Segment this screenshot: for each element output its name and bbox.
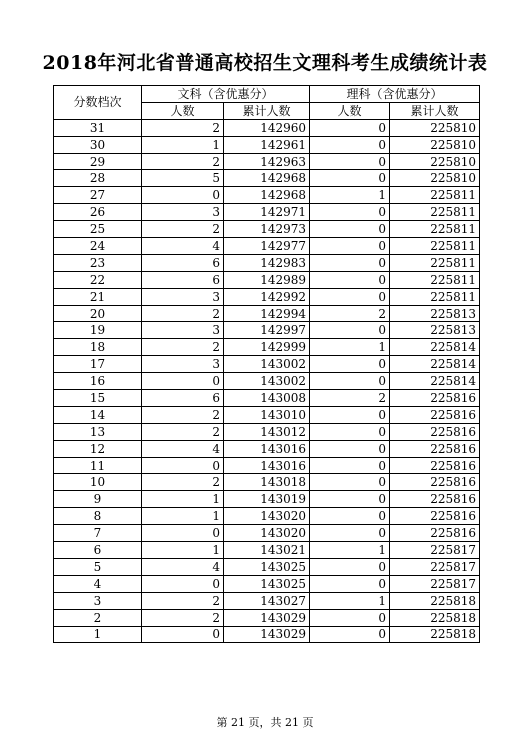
score-cell: 28 bbox=[54, 170, 142, 187]
wenke-cumulative-cell: 142968 bbox=[224, 170, 310, 187]
like-cumulative-cell: 225810 bbox=[390, 153, 480, 170]
like-count-cell: 0 bbox=[310, 423, 390, 440]
score-cell: 14 bbox=[54, 406, 142, 423]
wenke-count-cell: 6 bbox=[142, 271, 224, 288]
like-count-cell: 0 bbox=[310, 221, 390, 238]
like-count-cell: 0 bbox=[310, 558, 390, 575]
wenke-cumulative-cell: 143027 bbox=[224, 592, 310, 609]
score-cell: 30 bbox=[54, 136, 142, 153]
like-cumulative-cell: 225816 bbox=[390, 474, 480, 491]
wenke-cumulative-cell: 143018 bbox=[224, 474, 310, 491]
like-count-cell: 0 bbox=[310, 271, 390, 288]
like-count-cell: 0 bbox=[310, 491, 390, 508]
like-cumulative-cell: 225810 bbox=[390, 119, 480, 136]
score-cell: 9 bbox=[54, 491, 142, 508]
table-row bbox=[54, 575, 480, 592]
wenke-count-cell: 2 bbox=[142, 592, 224, 609]
like-cumulative-cell: 225817 bbox=[390, 558, 480, 575]
table-row bbox=[54, 305, 480, 322]
wenke-count-cell: 0 bbox=[142, 187, 224, 204]
wenke-count-cell: 2 bbox=[142, 423, 224, 440]
like-cumulative-cell: 225813 bbox=[390, 305, 480, 322]
like-count-cell: 1 bbox=[310, 187, 390, 204]
score-cell: 18 bbox=[54, 339, 142, 356]
wenke-cumulative-header: 累计人数 bbox=[224, 102, 310, 119]
wenke-cumulative-cell: 142999 bbox=[224, 339, 310, 356]
like-count-cell: 1 bbox=[310, 542, 390, 559]
wenke-count-cell: 3 bbox=[142, 356, 224, 373]
wenke-count-cell: 2 bbox=[142, 609, 224, 626]
wenke-cumulative-cell: 143025 bbox=[224, 575, 310, 592]
wenke-count-cell: 2 bbox=[142, 406, 224, 423]
table-row bbox=[54, 136, 480, 153]
wenke-cumulative-cell: 142973 bbox=[224, 221, 310, 238]
like-cumulative-cell: 225817 bbox=[390, 575, 480, 592]
wenke-cumulative-cell: 143008 bbox=[224, 390, 310, 407]
table-row bbox=[54, 221, 480, 238]
like-group-header: 理科（含优惠分） bbox=[310, 86, 480, 103]
like-cumulative-cell: 225814 bbox=[390, 373, 480, 390]
wenke-cumulative-cell: 143019 bbox=[224, 491, 310, 508]
wenke-count-cell: 1 bbox=[142, 542, 224, 559]
wenke-cumulative-cell: 142994 bbox=[224, 305, 310, 322]
wenke-cumulative-cell: 143010 bbox=[224, 406, 310, 423]
wenke-count-cell: 5 bbox=[142, 170, 224, 187]
like-count-cell: 0 bbox=[310, 136, 390, 153]
like-cumulative-cell: 225811 bbox=[390, 238, 480, 255]
score-cell: 23 bbox=[54, 254, 142, 271]
wenke-group-header: 文科（含优惠分） bbox=[142, 86, 310, 103]
score-cell: 11 bbox=[54, 457, 142, 474]
wenke-count-cell: 6 bbox=[142, 254, 224, 271]
wenke-count-cell: 2 bbox=[142, 119, 224, 136]
like-cumulative-cell: 225816 bbox=[390, 491, 480, 508]
wenke-cumulative-cell: 143002 bbox=[224, 373, 310, 390]
like-count-cell: 0 bbox=[310, 119, 390, 136]
like-cumulative-cell: 225816 bbox=[390, 423, 480, 440]
like-cumulative-cell: 225816 bbox=[390, 440, 480, 457]
score-cell: 6 bbox=[54, 542, 142, 559]
like-count-cell: 1 bbox=[310, 592, 390, 609]
wenke-count-cell: 6 bbox=[142, 390, 224, 407]
like-cumulative-cell: 225811 bbox=[390, 271, 480, 288]
table-row bbox=[54, 525, 480, 542]
wenke-cumulative-cell: 143012 bbox=[224, 423, 310, 440]
header-row-groups bbox=[54, 86, 480, 103]
wenke-count-cell: 4 bbox=[142, 440, 224, 457]
like-count-header: 人数 bbox=[310, 102, 390, 119]
like-count-cell: 0 bbox=[310, 474, 390, 491]
like-count-cell: 2 bbox=[310, 305, 390, 322]
wenke-count-cell: 2 bbox=[142, 305, 224, 322]
wenke-cumulative-cell: 142989 bbox=[224, 271, 310, 288]
wenke-count-cell: 1 bbox=[142, 491, 224, 508]
wenke-count-cell: 2 bbox=[142, 153, 224, 170]
like-count-cell: 0 bbox=[310, 356, 390, 373]
wenke-count-cell: 3 bbox=[142, 204, 224, 221]
like-count-cell: 1 bbox=[310, 339, 390, 356]
like-count-cell: 0 bbox=[310, 254, 390, 271]
like-count-cell: 0 bbox=[310, 373, 390, 390]
wenke-cumulative-cell: 142961 bbox=[224, 136, 310, 153]
wenke-cumulative-cell: 142977 bbox=[224, 238, 310, 255]
score-cell: 10 bbox=[54, 474, 142, 491]
score-cell: 15 bbox=[54, 390, 142, 407]
like-cumulative-cell: 225818 bbox=[390, 626, 480, 643]
table-row bbox=[54, 373, 480, 390]
score-cell: 4 bbox=[54, 575, 142, 592]
score-cell: 16 bbox=[54, 373, 142, 390]
like-count-cell: 0 bbox=[310, 457, 390, 474]
like-cumulative-cell: 225816 bbox=[390, 457, 480, 474]
like-cumulative-cell: 225816 bbox=[390, 508, 480, 525]
wenke-count-cell: 4 bbox=[142, 238, 224, 255]
like-cumulative-cell: 225811 bbox=[390, 254, 480, 271]
score-cell: 19 bbox=[54, 322, 142, 339]
like-cumulative-cell: 225816 bbox=[390, 390, 480, 407]
table-row bbox=[54, 592, 480, 609]
score-cell: 3 bbox=[54, 592, 142, 609]
like-cumulative-cell: 225811 bbox=[390, 288, 480, 305]
table-row bbox=[54, 271, 480, 288]
like-cumulative-header: 累计人数 bbox=[390, 102, 480, 119]
score-statistics-table bbox=[53, 85, 480, 643]
table-row bbox=[54, 558, 480, 575]
wenke-count-cell: 1 bbox=[142, 508, 224, 525]
like-cumulative-cell: 225811 bbox=[390, 187, 480, 204]
wenke-count-cell: 2 bbox=[142, 221, 224, 238]
score-cell: 20 bbox=[54, 305, 142, 322]
score-cell: 2 bbox=[54, 609, 142, 626]
like-cumulative-cell: 225810 bbox=[390, 170, 480, 187]
table-row bbox=[54, 491, 480, 508]
wenke-count-cell: 1 bbox=[142, 136, 224, 153]
like-count-cell: 0 bbox=[310, 440, 390, 457]
wenke-cumulative-cell: 142971 bbox=[224, 204, 310, 221]
like-cumulative-cell: 225816 bbox=[390, 406, 480, 423]
like-cumulative-cell: 225818 bbox=[390, 592, 480, 609]
table-row bbox=[54, 339, 480, 356]
table-row bbox=[54, 187, 480, 204]
wenke-cumulative-cell: 142997 bbox=[224, 322, 310, 339]
score-cell: 24 bbox=[54, 238, 142, 255]
like-cumulative-cell: 225814 bbox=[390, 339, 480, 356]
like-cumulative-cell: 225811 bbox=[390, 221, 480, 238]
table-row bbox=[54, 474, 480, 491]
wenke-cumulative-cell: 143016 bbox=[224, 457, 310, 474]
like-cumulative-cell: 225816 bbox=[390, 525, 480, 542]
like-count-cell: 0 bbox=[310, 525, 390, 542]
wenke-cumulative-cell: 143016 bbox=[224, 440, 310, 457]
table-row bbox=[54, 406, 480, 423]
table-row bbox=[54, 508, 480, 525]
wenke-count-cell: 0 bbox=[142, 457, 224, 474]
table-row bbox=[54, 322, 480, 339]
score-cell: 7 bbox=[54, 525, 142, 542]
wenke-count-cell: 2 bbox=[142, 474, 224, 491]
score-cell: 13 bbox=[54, 423, 142, 440]
wenke-count-cell: 3 bbox=[142, 288, 224, 305]
score-cell: 17 bbox=[54, 356, 142, 373]
like-count-cell: 0 bbox=[310, 609, 390, 626]
table-row bbox=[54, 119, 480, 136]
score-cell: 27 bbox=[54, 187, 142, 204]
like-cumulative-cell: 225814 bbox=[390, 356, 480, 373]
score-cell: 25 bbox=[54, 221, 142, 238]
like-cumulative-cell: 225813 bbox=[390, 322, 480, 339]
wenke-cumulative-cell: 142992 bbox=[224, 288, 310, 305]
wenke-count-header: 人数 bbox=[142, 102, 224, 119]
like-cumulative-cell: 225810 bbox=[390, 136, 480, 153]
page-title: 2018年河北省普通高校招生文理科考生成绩统计表 bbox=[42, 52, 488, 74]
wenke-count-cell: 0 bbox=[142, 626, 224, 643]
wenke-cumulative-cell: 142983 bbox=[224, 254, 310, 271]
wenke-cumulative-cell: 143020 bbox=[224, 525, 310, 542]
wenke-count-cell: 2 bbox=[142, 339, 224, 356]
table-row bbox=[54, 238, 480, 255]
score-cell: 12 bbox=[54, 440, 142, 457]
score-cell: 26 bbox=[54, 204, 142, 221]
score-cell: 1 bbox=[54, 626, 142, 643]
like-count-cell: 0 bbox=[310, 322, 390, 339]
like-count-cell: 0 bbox=[310, 204, 390, 221]
wenke-cumulative-cell: 142968 bbox=[224, 187, 310, 204]
like-count-cell: 0 bbox=[310, 626, 390, 643]
table-row bbox=[54, 170, 480, 187]
like-count-cell: 0 bbox=[310, 288, 390, 305]
table-row bbox=[54, 457, 480, 474]
like-count-cell: 2 bbox=[310, 390, 390, 407]
wenke-cumulative-cell: 143029 bbox=[224, 626, 310, 643]
table-row bbox=[54, 609, 480, 626]
wenke-count-cell: 3 bbox=[142, 322, 224, 339]
wenke-count-cell: 0 bbox=[142, 525, 224, 542]
table-row bbox=[54, 153, 480, 170]
wenke-cumulative-cell: 143021 bbox=[224, 542, 310, 559]
wenke-cumulative-cell: 142963 bbox=[224, 153, 310, 170]
score-cell: 8 bbox=[54, 508, 142, 525]
like-cumulative-cell: 225817 bbox=[390, 542, 480, 559]
score-cell: 5 bbox=[54, 558, 142, 575]
table-row bbox=[54, 204, 480, 221]
wenke-count-cell: 0 bbox=[142, 373, 224, 390]
like-count-cell: 0 bbox=[310, 238, 390, 255]
like-count-cell: 0 bbox=[310, 508, 390, 525]
wenke-count-cell: 0 bbox=[142, 575, 224, 592]
score-band-header: 分数档次 bbox=[54, 86, 142, 120]
wenke-cumulative-cell: 143002 bbox=[224, 356, 310, 373]
wenke-cumulative-cell: 143025 bbox=[224, 558, 310, 575]
table-row bbox=[54, 356, 480, 373]
table-row bbox=[54, 254, 480, 271]
like-count-cell: 0 bbox=[310, 170, 390, 187]
like-count-cell: 0 bbox=[310, 153, 390, 170]
like-cumulative-cell: 225811 bbox=[390, 204, 480, 221]
like-count-cell: 0 bbox=[310, 575, 390, 592]
wenke-count-cell: 4 bbox=[142, 558, 224, 575]
table-row bbox=[54, 390, 480, 407]
like-count-cell: 0 bbox=[310, 406, 390, 423]
score-cell: 22 bbox=[54, 271, 142, 288]
score-cell: 31 bbox=[54, 119, 142, 136]
wenke-cumulative-cell: 143020 bbox=[224, 508, 310, 525]
table-row bbox=[54, 423, 480, 440]
page-footer: 第 21 页，共 21 页 bbox=[216, 716, 314, 729]
wenke-cumulative-cell: 143029 bbox=[224, 609, 310, 626]
score-cell: 21 bbox=[54, 288, 142, 305]
like-cumulative-cell: 225818 bbox=[390, 609, 480, 626]
table-row bbox=[54, 626, 480, 643]
table-row bbox=[54, 288, 480, 305]
score-cell: 29 bbox=[54, 153, 142, 170]
table-row bbox=[54, 440, 480, 457]
table-row bbox=[54, 542, 480, 559]
wenke-cumulative-cell: 142960 bbox=[224, 119, 310, 136]
